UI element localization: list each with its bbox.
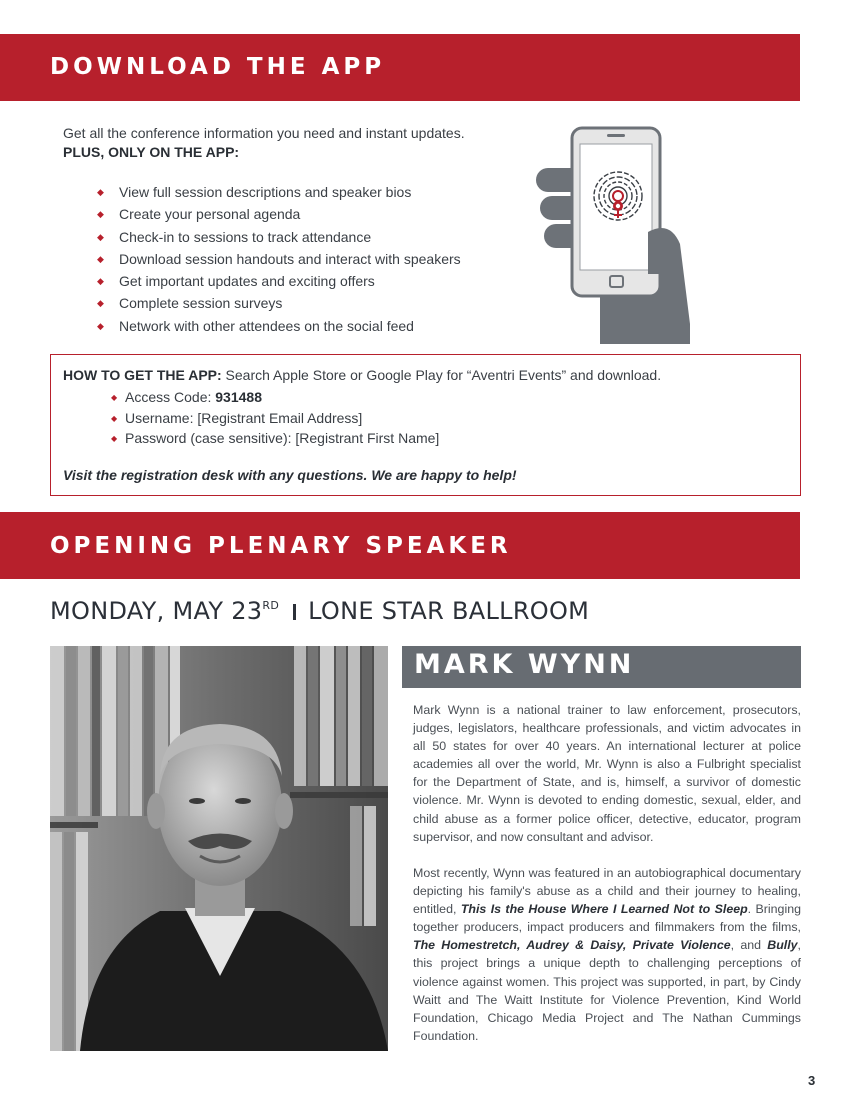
diamond-bullet-icon: ◆ <box>97 231 104 242</box>
diamond-bullet-icon: ◆ <box>97 253 104 264</box>
app-intro <box>63 124 523 162</box>
diamond-bullet-icon: ◆ <box>97 276 104 287</box>
credentials-list <box>111 387 439 449</box>
list-item: ◆ Network with other attendees on the social feed <box>97 315 517 337</box>
list-item: ◆ Download session handouts and interact with speakers <box>97 248 517 270</box>
list-item: ◆ Create your personal agenda <box>97 203 517 225</box>
diamond-bullet-icon: ◆ <box>97 298 104 309</box>
diamond-bullet-icon: ◆ <box>111 434 118 443</box>
session-venue: LONE STAR BALLROOM <box>308 597 590 625</box>
film-titles: The Homestretch, Audrey & Daisy, Private Violence <box>413 938 731 953</box>
plenary-heading: OPENING PLENARY SPEAKER <box>50 533 512 559</box>
how-to-line <box>63 367 661 383</box>
phone-in-hand-icon <box>530 124 690 344</box>
film-title-bully: Bully <box>767 938 798 953</box>
list-item: ◆ Complete session surveys <box>97 292 517 314</box>
divider <box>293 604 296 620</box>
registration-desk-note: Visit the registration desk with any questions. We are happy to help! <box>63 467 517 483</box>
how-to-label: HOW TO GET THE APP: <box>63 367 222 383</box>
list-item: ◆ Check-in to sessions to track attendance <box>97 226 517 248</box>
diamond-bullet-icon: ◆ <box>111 393 118 402</box>
diamond-bullet-icon: ◆ <box>97 209 104 220</box>
speaker-name-bar <box>402 646 801 688</box>
speaker-bio-paragraph-2: Most recently, Wynn was featured in an autobiographical documentary depicting his family's abuse as a child and their journey to healing, entitled, This Is the House Where I Learned Not to Sleep. Bringing together producers, impact producers and filmmakers from the films, The Homestretch, Audrey & Daisy, Private Violence, and Bully, this project brings a unique depth to challenging perceptions of violence against women. This project was supported, in part, by Cindy Waitt and The Waitt Institute for Violence Prevention, Kind World Foundation, Chicago Media Project and The Nathan Cummings Foundation. <box>413 866 801 1043</box>
how-to-text: Search Apple Store or Google Play for “Aventri Events” and download. <box>221 367 662 383</box>
diamond-bullet-icon: ◆ <box>111 413 118 423</box>
list-item: ◆ Get important updates and exciting offers <box>97 270 517 292</box>
how-to-get-app-box <box>50 354 801 496</box>
access-code-value: 931488 <box>215 389 262 405</box>
speaker-name: MARK WYNN <box>414 649 635 680</box>
download-app-heading: DOWNLOAD THE APP <box>50 54 386 80</box>
diamond-bullet-icon: ◆ <box>97 187 104 197</box>
plenary-banner <box>0 512 800 579</box>
speaker-photo <box>50 646 388 1051</box>
page-number: 3 <box>808 1073 816 1088</box>
app-plus-heading: PLUS, ONLY ON THE APP: <box>63 144 240 160</box>
password-item: ◆ Password (case sensitive): [Registrant First Name] <box>111 428 439 449</box>
date-suffix: RD <box>262 599 280 612</box>
download-app-banner <box>0 34 800 101</box>
list-item: ◆ View full session descriptions and speaker bios <box>97 181 517 203</box>
app-intro-text: Get all the conference information you need and instant updates. <box>63 125 465 141</box>
session-dateline <box>50 597 589 625</box>
access-code-item: ◆ Access Code: 931488 <box>111 387 439 408</box>
diamond-bullet-icon: ◆ <box>97 320 104 331</box>
username-item: ◆ Username: [Registrant Email Address] <box>111 408 439 429</box>
film-title: This Is the House Where I Learned Not to Sleep <box>460 902 748 917</box>
session-date: MONDAY, MAY 23 <box>50 597 263 625</box>
speaker-bio-paragraph-1: Mark Wynn is a national trainer to law enforcement, prosecutors, judges, legislators, healthcare professionals, and victim advocates in all 50 states for over 40 years. An international lecturer at police academies all over the world, Mr. Wynn is also a Fulbright specialist for the Department of State, and is, himself, a survivor of domestic violence. Mr. Wynn is devoted to ending domestic, sexual, elder, and child abuse as a former police officer, detective, educator, program supervisor, and now consultant and advisor. <box>413 703 801 844</box>
app-feature-list <box>97 181 517 337</box>
